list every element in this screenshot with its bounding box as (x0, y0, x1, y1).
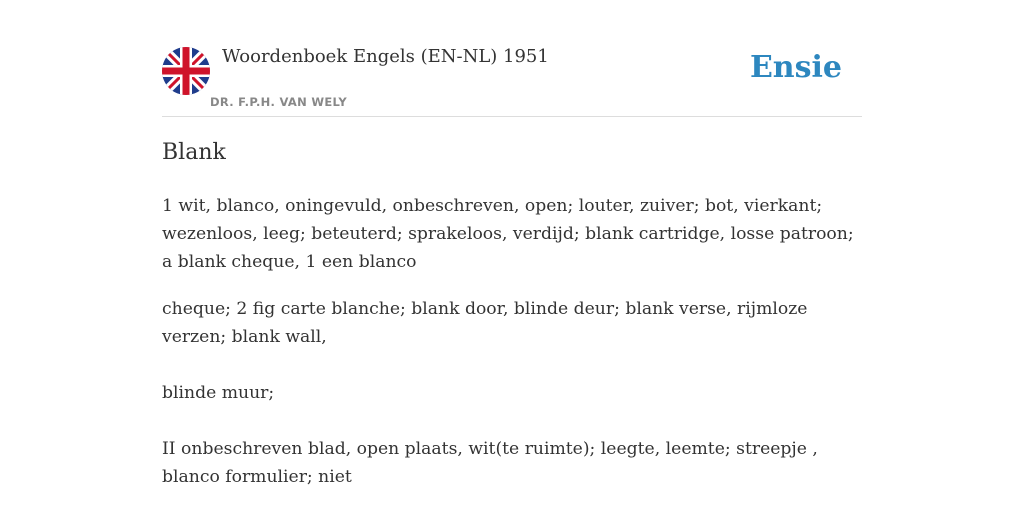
page-container (162, 0, 862, 487)
dictionary-author: DR. F.P.H. VAN WELY (210, 95, 347, 109)
entry-headword: Blank (162, 140, 226, 165)
entry-paragraph: blinde muur; (162, 383, 275, 403)
uk-flag-icon (162, 47, 210, 95)
entry-paragraph: cheque; 2 fig carte blanche; blank door, blinde deur; blank verse, rijmloze verzen; blank wall, (162, 299, 808, 347)
ensie-logo[interactable]: Ensie (749, 50, 842, 85)
dictionary-title[interactable]: Woordenboek Engels (EN-NL) 1951 (222, 46, 549, 67)
dictionary-header (162, 0, 862, 117)
entry-paragraph: II onbeschreven blad, open plaats, wit(te ruimte); leegte, leemte; streepje , blanco formulier; niet (162, 439, 818, 487)
entry-paragraph: 1 wit, blanco, oningevuld, onbeschreven, open; louter, zuiver; bot, vierkant; wezenloos, leeg; beteuterd; sprakeloos, verdijd; blank cartridge, losse patroon; a blank cheque, 1 een blanco (162, 196, 854, 272)
